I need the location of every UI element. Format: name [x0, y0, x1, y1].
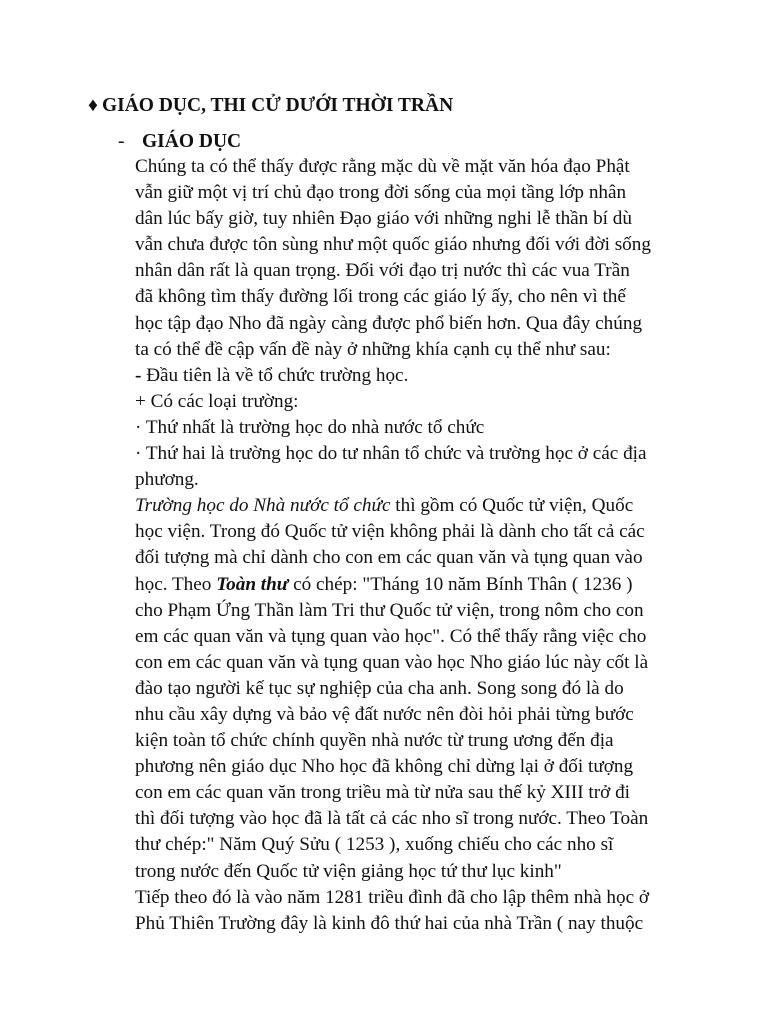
- section-heading-text: GIÁO DỤC, THI CỬ DƯỚI THỜI TRẦN: [101, 95, 454, 116]
- text-segment: phương.: [135, 469, 199, 491]
- text-segment: trong nước đến Quốc tử viện giảng học tứ thư lục kinh": [135, 860, 562, 882]
- text-line: [135, 650, 675, 676]
- text-line: [135, 206, 675, 232]
- diamond-bullet-icon: ♦: [88, 95, 98, 116]
- text-line: [135, 154, 675, 180]
- text-line: [135, 284, 675, 310]
- text-line: [135, 441, 675, 467]
- text-segment: con em các quan văn trong triều mà từ nửa sau thế kỷ XIII trở đi: [135, 782, 631, 804]
- text-segment: học tập đạo Nho đã ngày càng được phổ biến hơn. Qua đây chúng: [135, 312, 643, 334]
- text-line: [135, 728, 675, 754]
- text-segment: kiện toàn tổ chức chính quyền nhà nước từ trung ương đến địa: [135, 730, 614, 752]
- text-line: [135, 258, 675, 284]
- text-segment: vẫn chưa được tôn sùng như một quốc giáo nhưng đối với đời sống: [135, 234, 651, 256]
- text-segment: nhân dân rất là quan trọng. Đối với đạo trị nước thì các vua Trần: [135, 260, 630, 282]
- text-segment: đối tượng mà chỉ dành cho con em các quan văn và tụng quan vào: [135, 547, 643, 569]
- text-line: [135, 702, 675, 728]
- text-line: [135, 780, 675, 806]
- body-text: [135, 154, 675, 937]
- text-line: [135, 676, 675, 702]
- text-segment: em các quan văn và tụng quan vào học". Có thể thấy rằng việc cho: [135, 625, 647, 647]
- text-segment: Chúng ta có thể thấy được rằng mặc dù về mặt văn hóa đạo Phật: [135, 156, 630, 177]
- text-segment: · Thứ hai là trường học do tư nhân tổ chức và trường học ở các địa: [135, 443, 647, 465]
- text-line: [135, 363, 675, 389]
- text-segment: Toàn thư: [216, 573, 289, 595]
- text-segment: thì gồm có Quốc tử viện, Quốc: [390, 495, 634, 517]
- text-segment: -: [135, 364, 147, 386]
- text-segment: nhu cầu xây dựng và bảo vệ đất nước nên đòi hỏi phải từng bước: [135, 703, 634, 725]
- text-line: [135, 415, 675, 441]
- text-segment: vẫn giữ một vị trí chủ đạo trong đời sống của mọi tầng lớp nhân: [135, 182, 627, 204]
- text-segment: Phủ Thiên Trường đây là kinh đô thứ hai của nhà Trần ( nay thuộc: [135, 912, 644, 934]
- text-segment: đào tạo người kế tục sự nghiệp của cha anh. Song song đó là do: [135, 677, 624, 699]
- text-line: [135, 467, 675, 493]
- subsection-dash: -: [118, 131, 125, 152]
- text-line: [135, 572, 675, 598]
- text-segment: học. Theo: [135, 573, 217, 595]
- text-segment: đã không tìm thấy đường lối trong các giáo lý ấy, cho nên vì thế: [135, 286, 626, 308]
- subsection-heading-text: GIÁO DỤC: [142, 131, 242, 152]
- text-segment: · Thứ nhất là trường học do nhà nước tổ chức: [135, 416, 485, 438]
- text-line: [135, 337, 675, 363]
- text-segment: dân lúc bấy giờ, tuy nhiên Đạo giáo với những nghi lễ thần bí dù: [135, 208, 632, 230]
- section-heading: [88, 94, 453, 118]
- subsection-heading: [118, 130, 241, 154]
- text-segment: con em các quan văn và tụng quan vào học Nho giáo lúc này cốt là: [135, 651, 649, 673]
- text-segment: Trường học do Nhà nước tổ chức: [135, 495, 391, 517]
- text-line: [135, 806, 675, 832]
- text-segment: cho Phạm Ứng Thần làm Tri thư Quốc tử viện, trong nôm cho con: [135, 599, 644, 621]
- text-segment: thì đối tượng vào học đã là tất cả các nho sĩ trong nước. Theo Toàn: [135, 808, 649, 830]
- text-segment: Tiếp theo đó là vào năm 1281 triều đình đã cho lập thêm nhà học ở: [135, 886, 650, 908]
- text-segment: thư chép:" Năm Quý Sửu ( 1253 ), xuống chiếu cho các nho sĩ: [135, 834, 614, 856]
- text-line: [135, 598, 675, 624]
- text-line: [135, 180, 675, 206]
- text-line: [135, 859, 675, 885]
- text-line: [135, 389, 675, 415]
- text-line: [135, 911, 675, 937]
- text-segment: phương nên giáo dục Nho học đã không chỉ dừng lại ở đối tượng: [135, 756, 634, 778]
- text-segment: + Có các loại trường:: [135, 390, 299, 412]
- text-line: [135, 519, 675, 545]
- text-line: [135, 545, 675, 571]
- text-line: [135, 885, 675, 911]
- text-line: [135, 832, 675, 858]
- text-segment: học viện. Trong đó Quốc tử viện không phải là dành cho tất cả các: [135, 521, 645, 543]
- text-line: [135, 624, 675, 650]
- text-line: [135, 493, 675, 519]
- text-line: [135, 311, 675, 337]
- text-line: [135, 754, 675, 780]
- text-segment: Đầu tiên là về tổ chức trường học.: [146, 364, 409, 386]
- text-segment: ta có thể đề cập vấn đề này ở những khía cạnh cụ thể như sau:: [135, 338, 611, 360]
- text-segment: có chép: "Tháng 10 năm Bính Thân ( 1236 ): [288, 573, 633, 595]
- text-line: [135, 232, 675, 258]
